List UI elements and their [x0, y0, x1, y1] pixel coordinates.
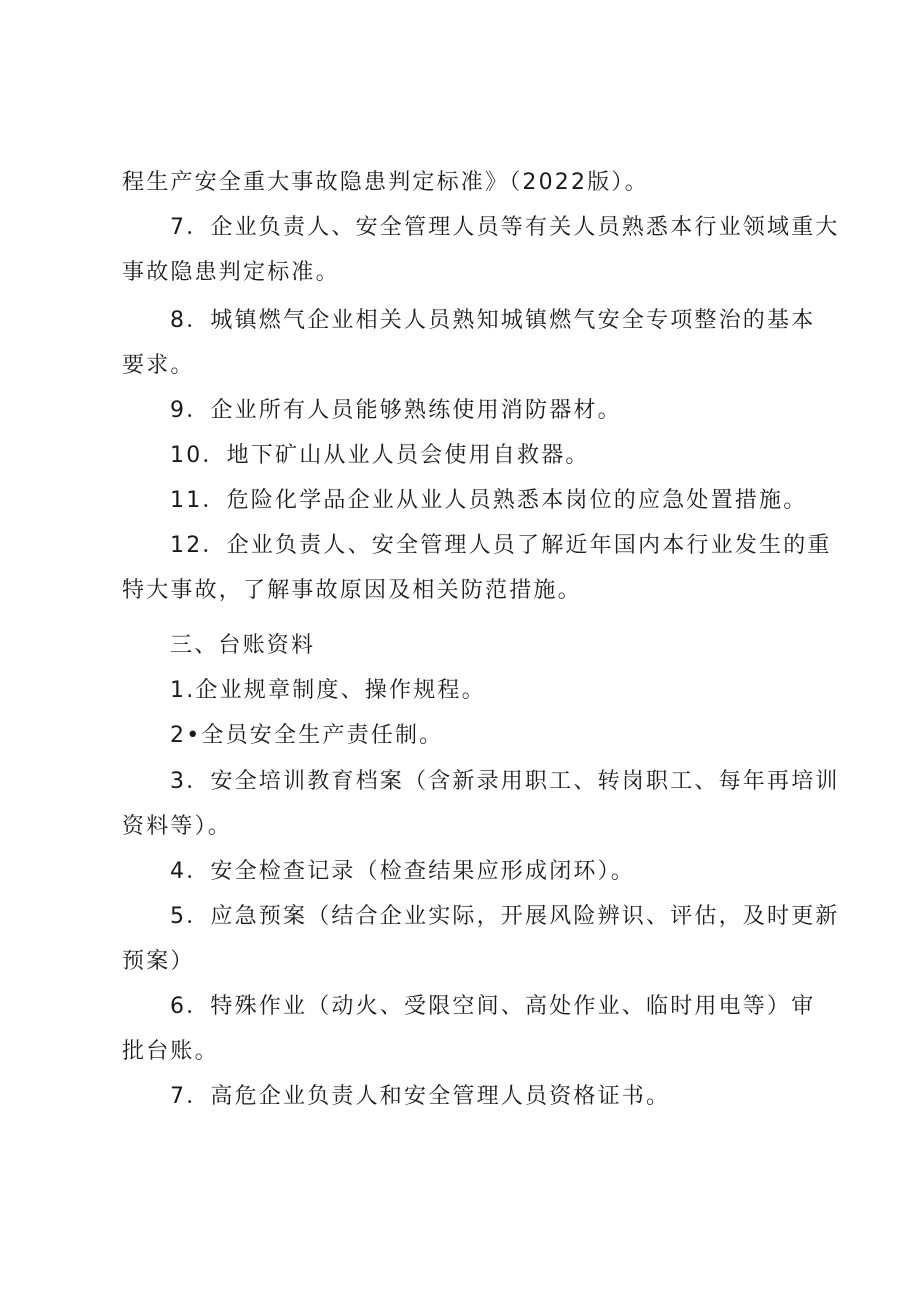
paragraph-line: 资料等）。 — [122, 814, 233, 839]
paragraph-line: 11．危险化学品企业从业人员熟悉本岗位的应急处置措施。 — [170, 488, 808, 513]
section-heading: 三、台账资料 — [170, 633, 316, 658]
paragraph-line: 10．地下矿山从业人员会使用自救器。 — [170, 443, 590, 468]
paragraph-line: 3．安全培训教育档案（含新录用职工、转岗职工、每年再培训 — [170, 769, 840, 794]
paragraph-line: 6．特殊作业（动火、受限空间、高处作业、临时用电等）审 — [170, 994, 816, 1019]
paragraph-line: 事故隐患判定标准。 — [122, 260, 340, 285]
paragraph-line: 8．城镇燃气企业相关人员熟知城镇燃气安全专项整治的基本 — [170, 308, 816, 333]
paragraph-line: 7．企业负责人、安全管理人员等有关人员熟悉本行业领域重大 — [170, 215, 840, 240]
paragraph-line: 4．安全检查记录（检查结果应形成闭环）。 — [170, 859, 635, 884]
paragraph-line: 要求。 — [122, 353, 195, 378]
paragraph-line: 5．应急预案（结合企业实际，开展风险辨识、评估，及时更新 — [170, 904, 840, 929]
paragraph-line: 7．高危企业负责人和安全管理人员资格证书。 — [170, 1084, 671, 1109]
paragraph-line: 批台账。 — [122, 1039, 219, 1064]
paragraph-line: 12．企业负责人、安全管理人员了解近年国内本行业发生的重 — [170, 533, 832, 558]
paragraph-line: 2•全员安全生产责任制。 — [170, 723, 444, 748]
paragraph-line: 预案） — [122, 949, 195, 974]
paragraph-line: 特大事故，了解事故原因及相关防范措施。 — [122, 578, 582, 603]
paragraph-line: 9．企业所有人员能够熟练使用消防器材。 — [170, 398, 622, 423]
paragraph-line: 程生产安全重大事故隐患判定标准》（2022版）。 — [122, 170, 649, 195]
paragraph-line: 1.企业规章制度、操作规程。 — [170, 678, 486, 703]
